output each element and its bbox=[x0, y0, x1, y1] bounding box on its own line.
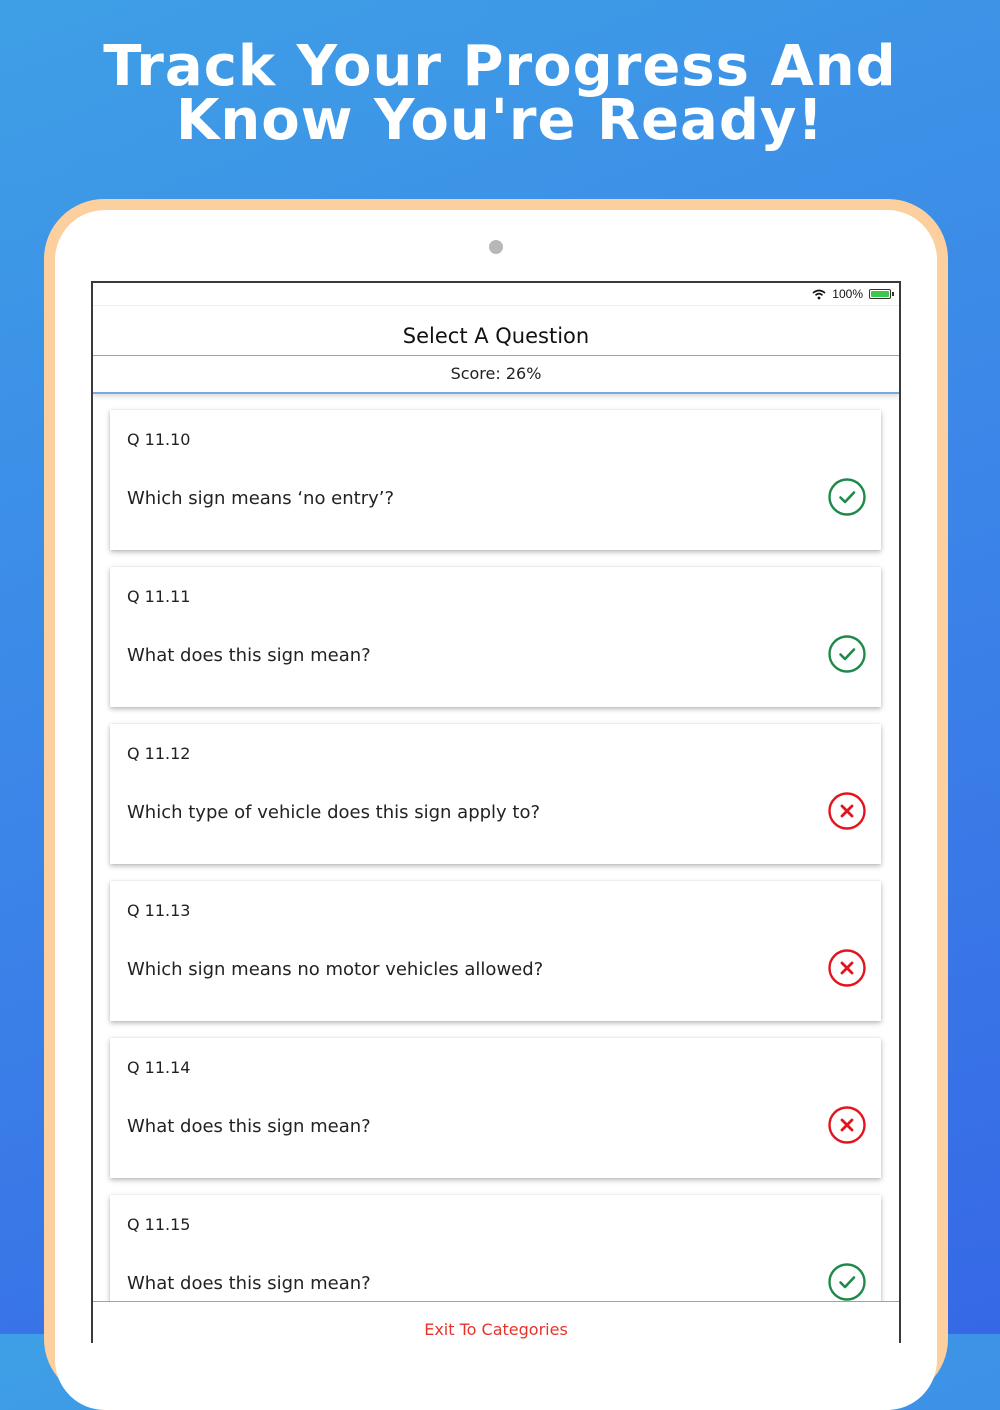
nav-bar bbox=[93, 305, 899, 356]
question-number: Q 11.10 bbox=[127, 430, 191, 449]
incorrect-cross-icon bbox=[828, 1106, 866, 1144]
question-text: Which type of vehicle does this sign apply to? bbox=[127, 802, 541, 823]
exit-to-categories-button[interactable]: Exit To Categories bbox=[424, 1320, 568, 1339]
question-list[interactable] bbox=[93, 394, 899, 1301]
question-card[interactable] bbox=[110, 1195, 881, 1301]
correct-check-icon bbox=[828, 1263, 866, 1301]
correct-check-icon bbox=[828, 635, 866, 673]
question-text: What does this sign mean? bbox=[127, 1273, 371, 1294]
headline-line-2: Know You're Ready! bbox=[176, 88, 824, 153]
question-card[interactable] bbox=[110, 410, 881, 550]
score-bar bbox=[93, 356, 899, 394]
battery-charging-icon bbox=[869, 289, 891, 299]
question-number: Q 11.13 bbox=[127, 901, 191, 920]
question-text: Which sign means ‘no entry’? bbox=[127, 488, 395, 509]
wifi-icon bbox=[812, 289, 826, 300]
battery-percent: 100% bbox=[832, 287, 863, 301]
status-bar-right bbox=[812, 287, 891, 301]
question-card[interactable] bbox=[110, 881, 881, 1021]
question-number: Q 11.12 bbox=[127, 744, 191, 763]
score-label: Score: 26% bbox=[450, 364, 542, 383]
app-screen bbox=[91, 281, 901, 1343]
question-number: Q 11.15 bbox=[127, 1215, 191, 1234]
headline bbox=[0, 34, 1000, 153]
question-number: Q 11.14 bbox=[127, 1058, 191, 1077]
question-card[interactable] bbox=[110, 567, 881, 707]
battery-fill bbox=[871, 291, 889, 297]
question-number: Q 11.11 bbox=[127, 587, 191, 606]
battery-cap bbox=[892, 292, 894, 296]
incorrect-cross-icon bbox=[828, 792, 866, 830]
question-card[interactable] bbox=[110, 724, 881, 864]
camera-icon bbox=[489, 240, 503, 254]
question-card[interactable] bbox=[110, 1038, 881, 1178]
question-text: What does this sign mean? bbox=[127, 645, 371, 666]
page-title: Select A Question bbox=[402, 324, 590, 348]
status-bar bbox=[93, 283, 899, 305]
question-text: Which sign means no motor vehicles allowed? bbox=[127, 959, 544, 980]
incorrect-cross-icon bbox=[828, 949, 866, 987]
headline-line-1: Track Your Progress And bbox=[103, 34, 897, 99]
correct-check-icon bbox=[828, 478, 866, 516]
footer-bar bbox=[93, 1301, 899, 1343]
question-text: What does this sign mean? bbox=[127, 1116, 371, 1137]
